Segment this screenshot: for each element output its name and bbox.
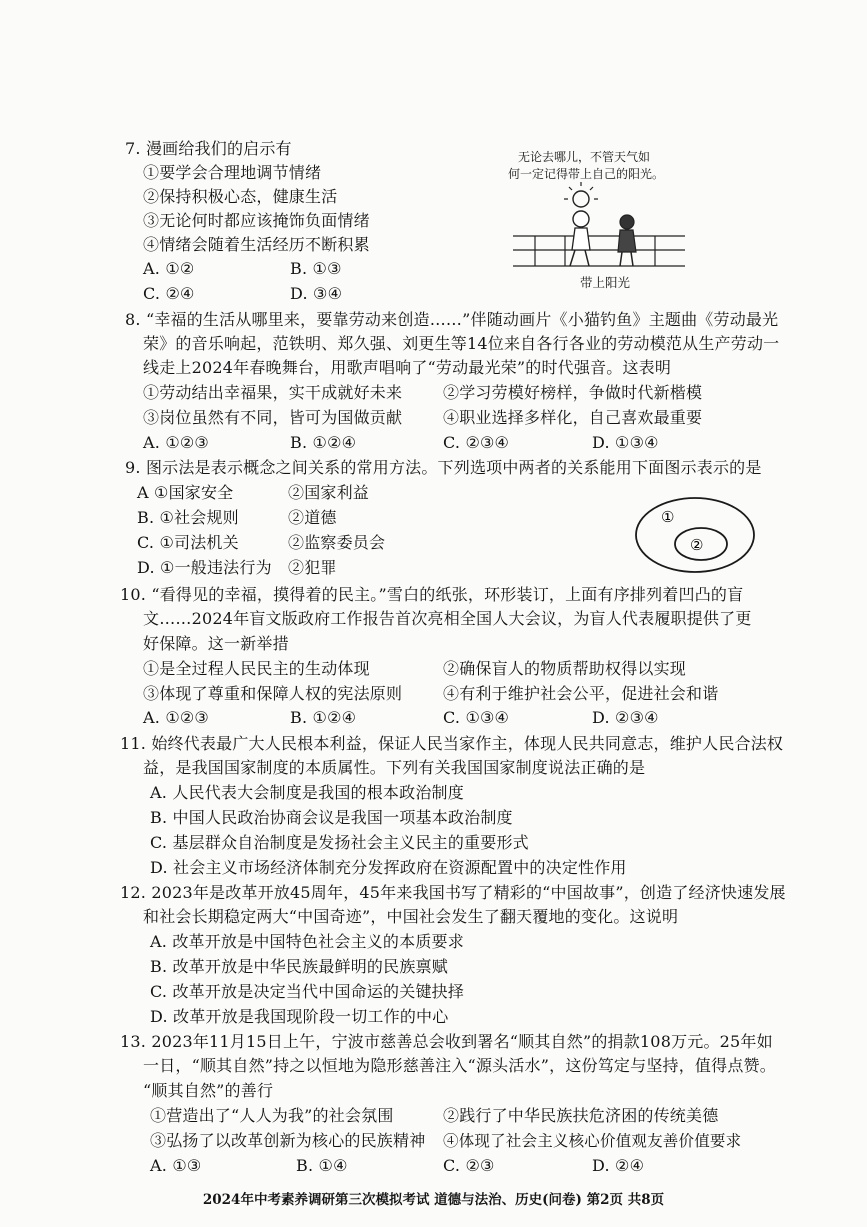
statement-2: ②学习劳模好榜样，争做时代新楷模 <box>443 383 703 402</box>
statement-3: ③弘扬了以改革创新为核心的民族精神 <box>150 1131 426 1150</box>
page-footer: 2024年中考素养调研第三次模拟考试 道德与法治、历史(问卷) 第2页 共8页 <box>202 1192 665 1208</box>
statement-3: ③无论何时都应该掩饰负面情绪 <box>143 211 370 230</box>
question-stem: 线走上2024年春晚舞台，用歌声唱响了“劳动最光荣”的时代强音。这表明 <box>143 358 672 377</box>
option-d-concept-1: D. ①一般违法行为 <box>137 558 272 577</box>
option-c-concept-1: C. ①司法机关 <box>137 533 239 552</box>
option-d: D. 改革开放是我国现阶段一切工作的中心 <box>150 1007 449 1026</box>
question-stem: 12. 2023年是改革开放45周年，45年来我国书写了精彩的“中国故事”，创造了经济快速发展 <box>120 883 786 902</box>
option-b-concept-2: ②道德 <box>288 508 337 527</box>
option-c-concept-2: ②监察委员会 <box>288 533 386 552</box>
option-a: A. ①② <box>143 259 195 278</box>
option-c: C. ①③④ <box>443 708 510 727</box>
question-stem: 文……2024年盲文版政府工作报告首次亮相全国人大会议，为盲人代表履职提供了更 <box>143 609 752 628</box>
outer-label: ① <box>661 508 675 526</box>
cartoon-title: 带上阳光 <box>580 275 631 290</box>
question-stem: 8. “幸福的生活从哪里来，要靠劳动来创造……”伴随动画片《小猫钓鱼》主题曲《劳动最光 <box>125 310 779 329</box>
statement-2: ②确保盲人的物质帮助权得以实现 <box>443 659 687 678</box>
option-c: C. ②③ <box>443 1156 495 1175</box>
option-a: A. ①②③ <box>143 708 209 727</box>
option-d: D. ①③④ <box>592 433 659 452</box>
option-b: B. ①②④ <box>290 708 357 727</box>
option-c: C. ②④ <box>143 284 195 303</box>
question-stem: 13. 2023年11月15日上午，宁波市慈善总会收到署名“顺其自然”的捐款108万元。25年如 <box>120 1032 773 1051</box>
question-stem: 7. 漫画给我们的启示有 <box>125 139 292 158</box>
option-d: D. ②④ <box>592 1156 645 1175</box>
option-a: A. ①③ <box>150 1156 202 1175</box>
statement-4: ④情绪会随着生活经历不断积累 <box>143 235 370 254</box>
cartoon-illustration <box>505 144 690 294</box>
question-stem: 益，是我国国家制度的本质属性。下列有关我国国家制度说法正确的是 <box>143 758 646 777</box>
option-b: B. ①④ <box>296 1156 348 1175</box>
statement-2: ②保持积极心态，健康生活 <box>143 187 338 206</box>
question-stem: 9. 图示法是表示概念之间关系的常用方法。下列选项中两者的关系能用下面图示表示的是 <box>125 458 762 477</box>
statement-1: ①营造出了“人人为我”的社会氛围 <box>150 1106 394 1125</box>
option-d: D. ③④ <box>290 284 343 303</box>
railing-lines <box>513 236 685 266</box>
option-d: D. 社会主义市场经济体制充分发挥政府在资源配置中的决定性作用 <box>150 858 627 877</box>
option-a: A. ①②③ <box>143 433 209 452</box>
option-b-concept-1: B. ①社会规则 <box>137 508 239 527</box>
cartoon-caption-line-1: 无论去哪儿，不管天气如 <box>518 150 651 164</box>
statement-1: ①劳动结出幸福果，实干成就好未来 <box>143 383 403 402</box>
option-a: A. 人民代表大会制度是我国的根本政治制度 <box>150 783 464 802</box>
question-stem: 一日，“顺其自然”持之以恒地为隐形慈善注入“源头活水”，这份笃定与坚持，值得点赞。 <box>143 1056 776 1075</box>
inner-label: ② <box>690 536 704 554</box>
outer-ellipse <box>636 498 754 572</box>
statement-1: ①是全过程人民民主的生动体现 <box>143 659 370 678</box>
venn-diagram <box>633 494 757 576</box>
statement-3: ③岗位虽然有不同，皆可为国做贡献 <box>143 408 403 427</box>
statement-4: ④体现了社会主义核心价值观友善价值要求 <box>443 1132 742 1150</box>
statement-2: ②践行了中华民族扶危济困的传统美德 <box>443 1106 719 1125</box>
option-c: C. ②③④ <box>443 433 510 452</box>
option-a-concept-2: ②国家利益 <box>288 483 370 502</box>
statement-4: ④职业选择多样化，自己喜欢最重要 <box>443 408 703 427</box>
question-stem: 好保障。这一新举措 <box>143 634 289 653</box>
question-stem: 10. “看得见的幸福，摸得着的民主。”雪白的纸张，环形装订，上面有序排列着凹凸的盲 <box>120 585 744 604</box>
person-left <box>570 211 590 266</box>
question-stem: “顺其自然”的善行 <box>143 1081 274 1100</box>
question-stem: 11. 始终代表最广大人民根本利益，保证人民当家作主，体现人民共同意志，维护人民合法权 <box>120 734 784 753</box>
person-right <box>618 215 636 266</box>
option-a-concept-1: A ①国家安全 <box>137 483 234 502</box>
option-b: B. ①③ <box>290 259 342 278</box>
option-c: C. 改革开放是决定当代中国命运的关键抉择 <box>150 982 465 1001</box>
statement-4: ④有利于维护社会公平，促进社会和谐 <box>443 684 719 703</box>
option-c: C. 基层群众自治制度是发扬社会主义民主的重要形式 <box>150 833 529 852</box>
option-b: B. ①②④ <box>290 433 357 452</box>
question-stem: 和社会长期稳定两大“中国奇迹”，中国社会发生了翻天覆地的变化。这说明 <box>143 907 679 926</box>
cartoon-caption-line-2: 何一定记得带上自己的阳光。 <box>508 167 665 181</box>
option-a: A. 改革开放是中国特色社会主义的本质要求 <box>150 932 464 951</box>
option-b: B. 中国人民政治协商会议是我国一项基本政治制度 <box>150 808 513 827</box>
statement-3: ③体现了尊重和保障人权的宪法原则 <box>143 684 403 703</box>
option-d-concept-2: ②犯罪 <box>288 558 337 577</box>
statement-1: ①要学会合理地调节情绪 <box>143 163 322 182</box>
option-b: B. 改革开放是中华民族最鲜明的民族禀赋 <box>150 957 448 976</box>
question-stem: 荣》的音乐响起，范铁明、郑久强、刘更生等14位来自各行各业的劳动模范从生产劳动一 <box>143 334 780 353</box>
option-d: D. ②③④ <box>592 708 659 727</box>
